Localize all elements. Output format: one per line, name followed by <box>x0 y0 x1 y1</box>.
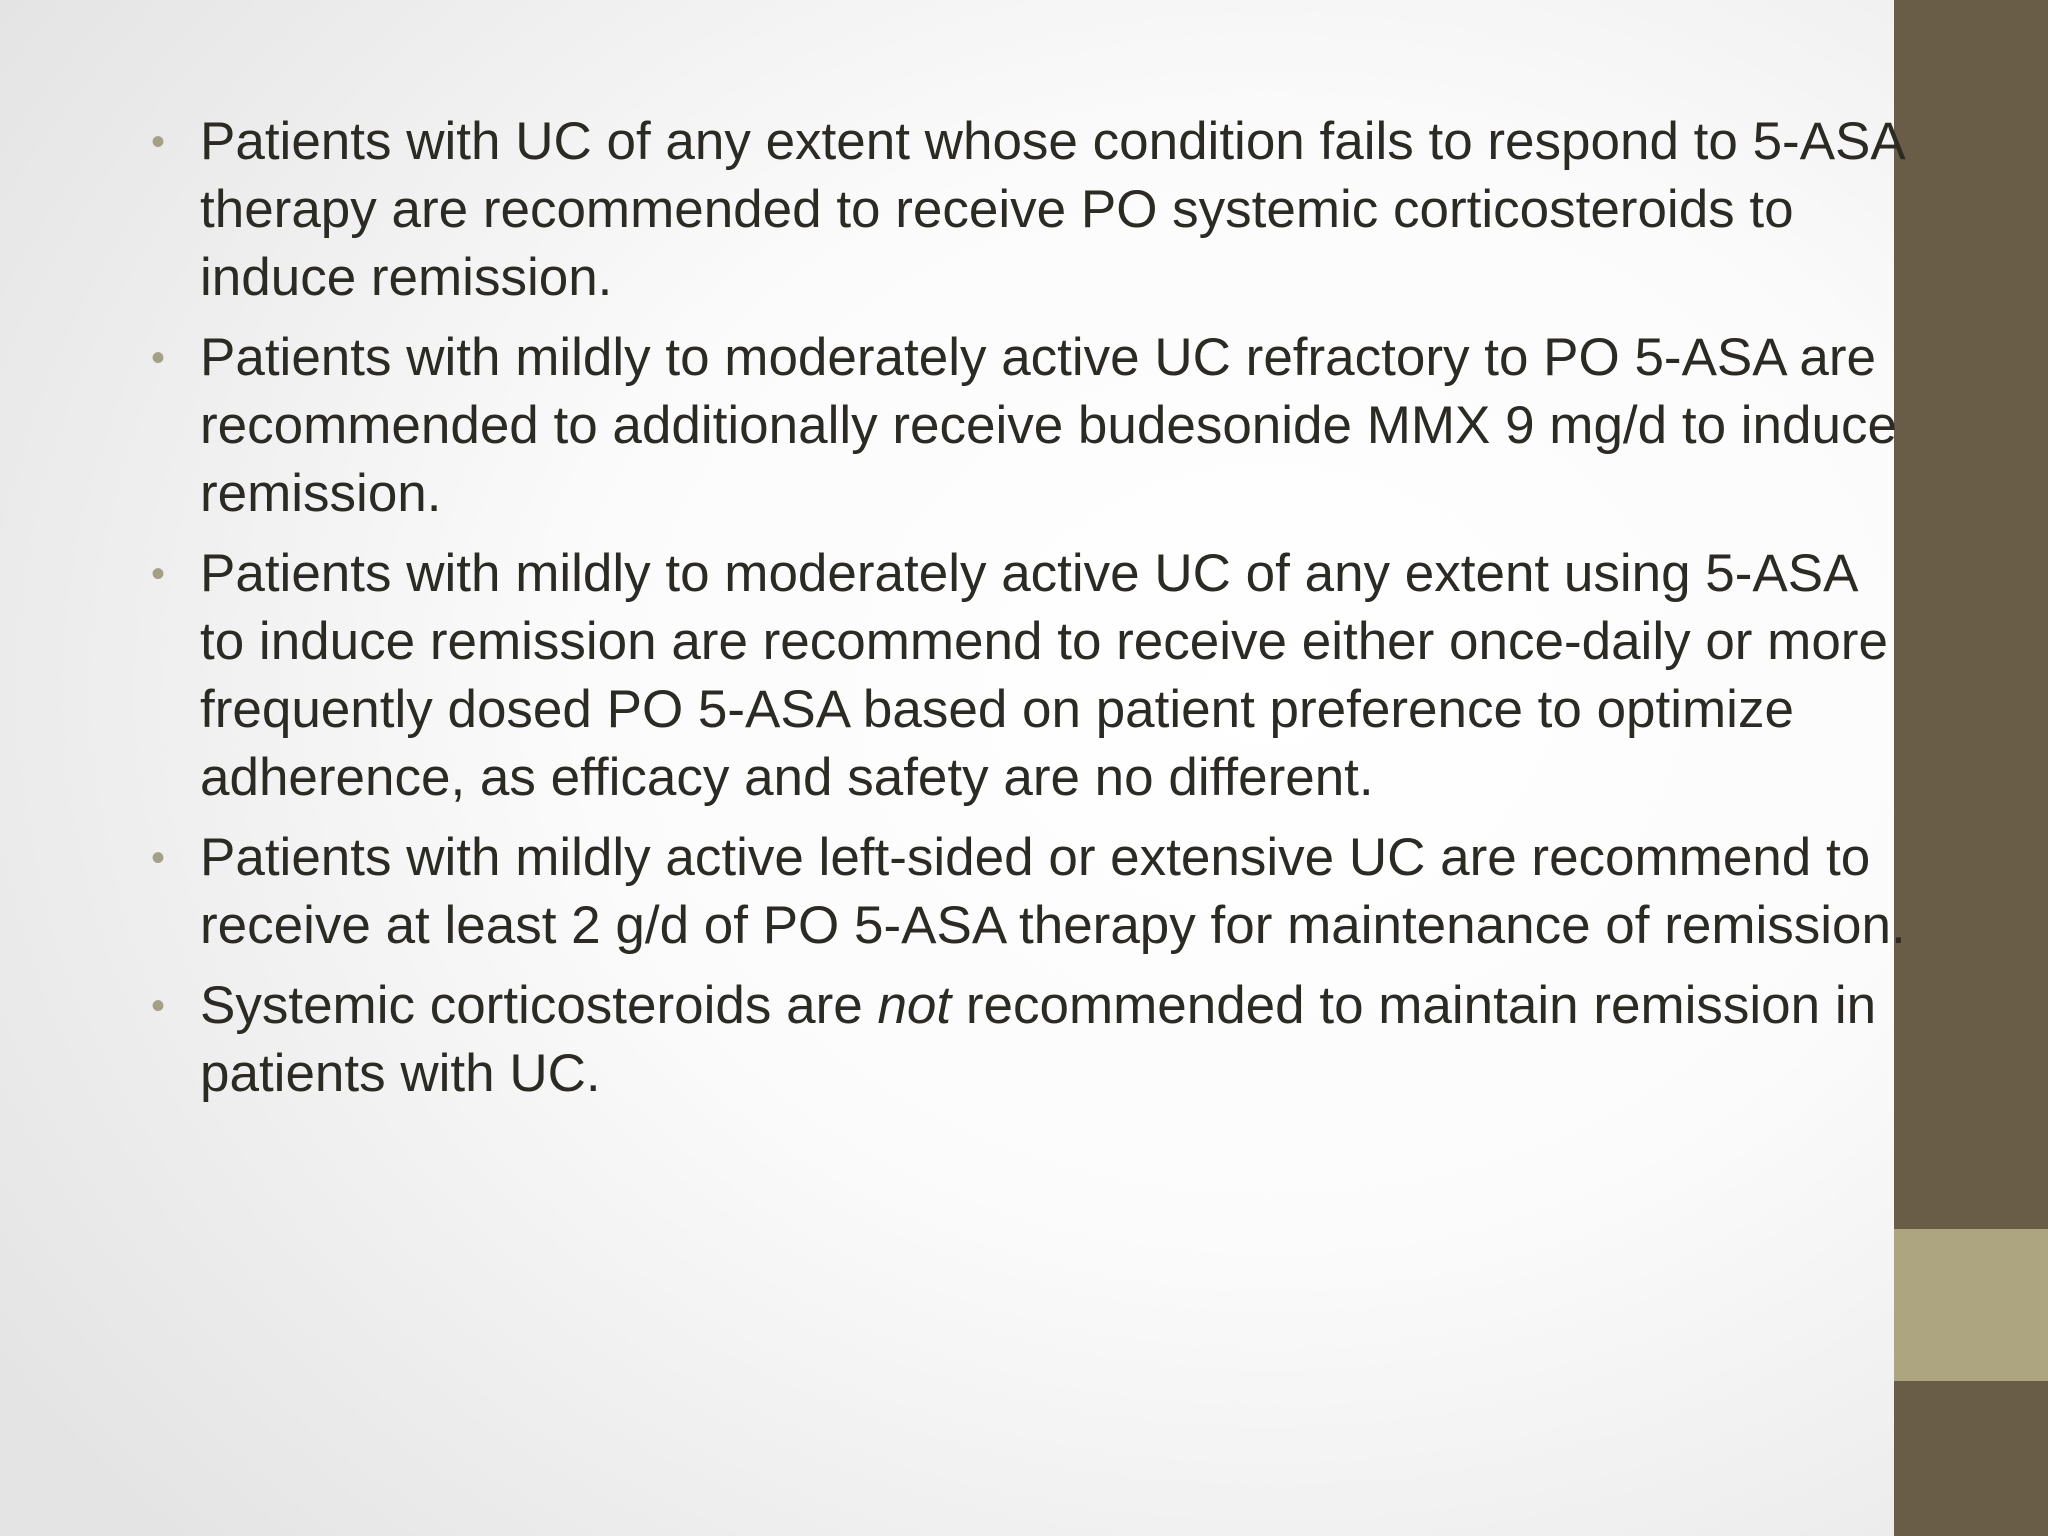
bullet-item <box>146 540 1906 812</box>
bullet-item <box>146 824 1906 960</box>
bullet-dot-icon: • <box>150 120 165 164</box>
bullet-dot-icon: • <box>150 552 165 596</box>
bullet-item <box>146 324 1906 528</box>
bullet-text-after: recommended to maintain remission in patients with UC. <box>200 976 1877 1103</box>
bullet-item <box>146 972 1906 1108</box>
sidebar-accent-block <box>1894 1229 2048 1381</box>
bullet-list <box>146 108 1906 1108</box>
bullet-text-before: Systemic corticosteroids are <box>200 976 878 1035</box>
bullet-text <box>200 976 1876 1103</box>
bullet-item <box>146 108 1906 312</box>
bullet-dot-icon: • <box>150 984 165 1028</box>
bullet-text-emphasis: not <box>877 976 952 1035</box>
bullet-text: Patients with mildly active left-sided or extensive UC are recommend to receive at least 2 g/d of PO 5-ASA therapy for maintenance of remission. <box>200 828 1906 955</box>
bullet-dot-icon: • <box>150 836 165 880</box>
bullet-text: Patients with UC of any extent whose condition fails to respond to 5-ASA therapy are recommended to receive PO systemic corticosteroids to induce remission. <box>200 112 1903 307</box>
slide-content <box>146 108 1906 1120</box>
bullet-text: Patients with mildly to moderately active UC of any extent using 5-ASA to induce remission are recommend to receive either once-daily or more frequently dosed PO 5-ASA based on patient preference to optimize adherence, as efficacy and safety are no different. <box>200 544 1888 807</box>
bullet-text: Patients with mildly to moderately active UC refractory to PO 5-ASA are recommended to additionally receive budesonide MMX 9 mg/d to induce remission. <box>200 328 1897 523</box>
bullet-dot-icon: • <box>150 336 165 380</box>
